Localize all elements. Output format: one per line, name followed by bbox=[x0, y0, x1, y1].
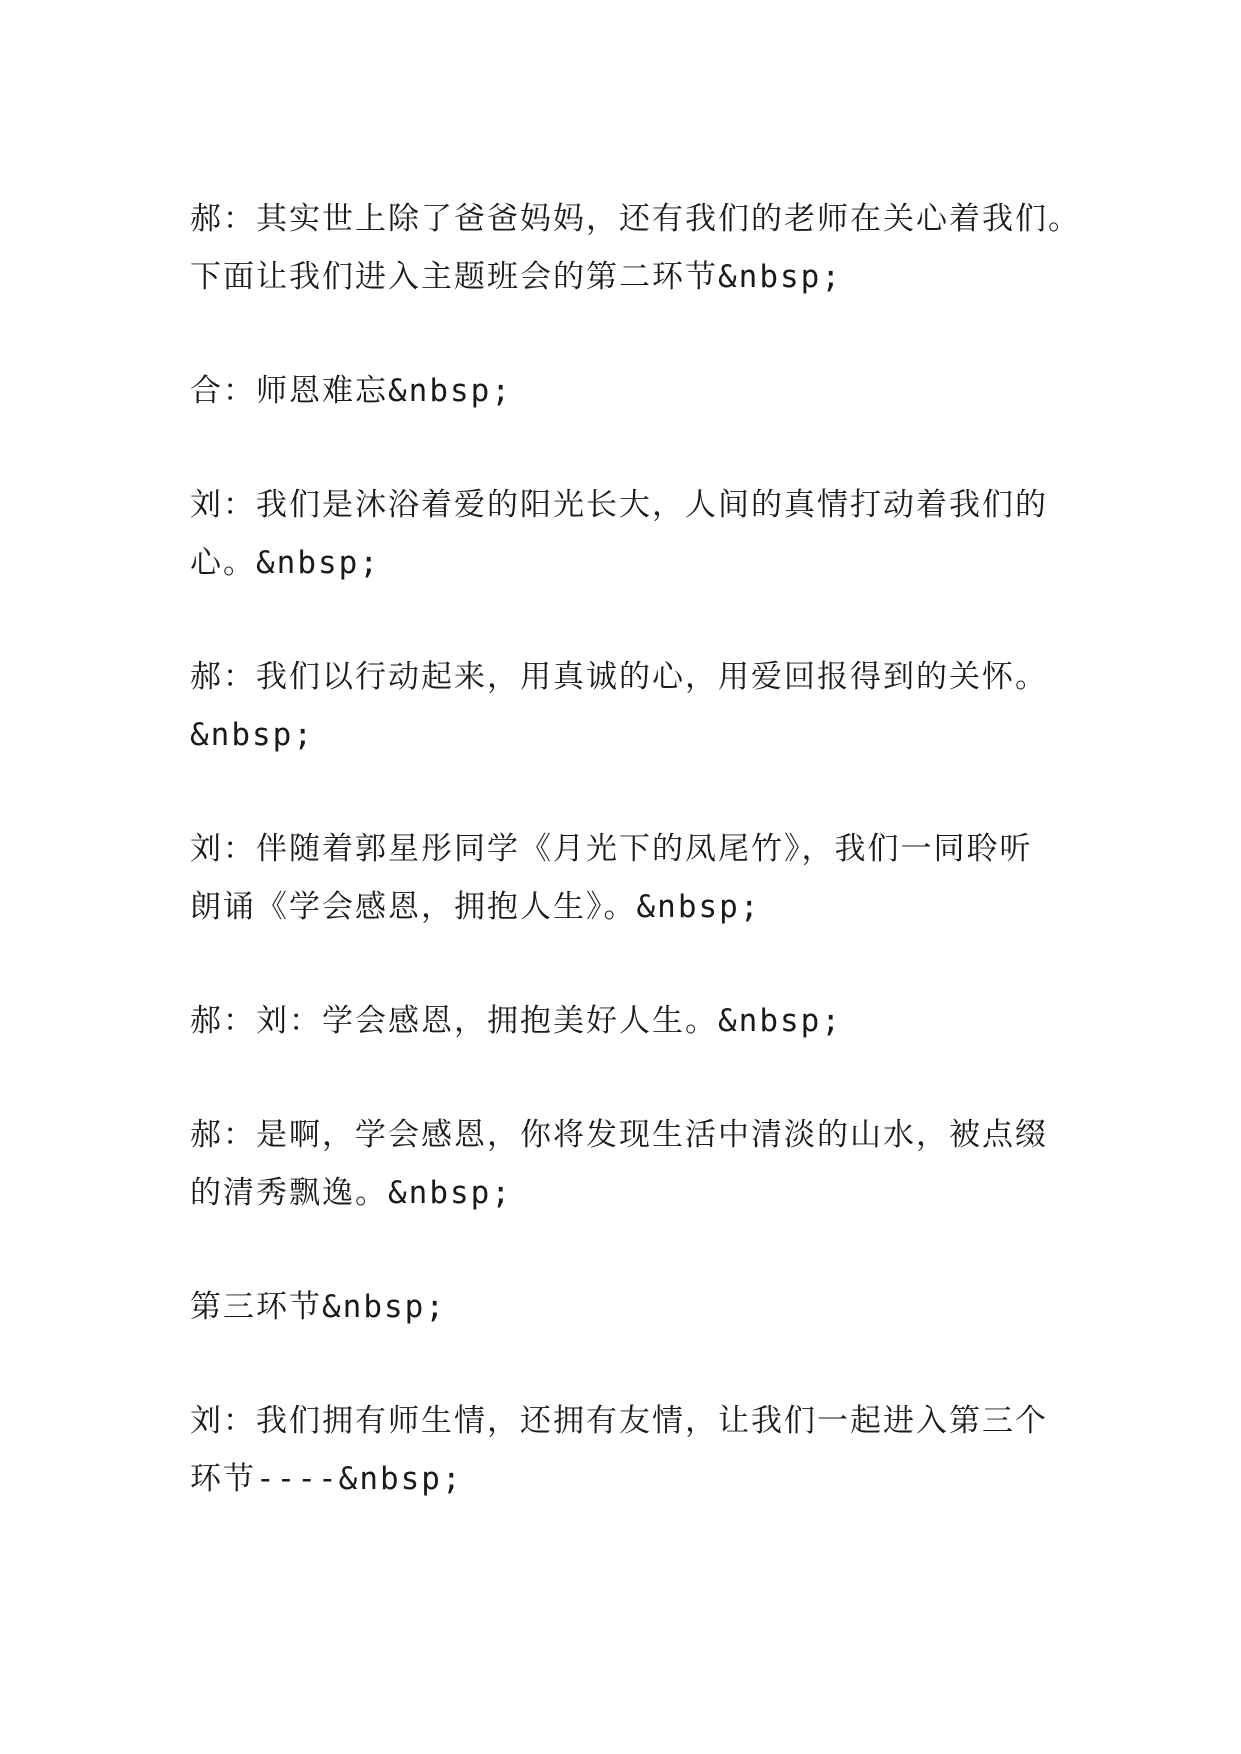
text-line: 环节----&nbsp; bbox=[190, 1461, 463, 1497]
paragraph bbox=[190, 648, 1070, 764]
text-line: 郝：其实世上除了爸爸妈妈，还有我们的老师在关心着我们。 bbox=[190, 201, 1081, 237]
text-line: 的清秀飘逸。&nbsp; bbox=[190, 1175, 512, 1211]
paragraph bbox=[190, 820, 1070, 936]
paragraph bbox=[190, 1278, 1070, 1336]
text-line: &nbsp; bbox=[190, 717, 314, 753]
text-line: 合：师恩难忘&nbsp; bbox=[190, 373, 512, 409]
text-line: 刘：伴随着郭星彤同学《月光下的凤尾竹》，我们一同聆听 bbox=[190, 831, 1033, 867]
text-line: 心。&nbsp; bbox=[190, 545, 380, 581]
text-line: 朗诵《学会感恩，拥抱人生》。&nbsp; bbox=[190, 889, 761, 925]
document-body bbox=[190, 190, 1081, 1564]
text-line: 第三环节&nbsp; bbox=[190, 1289, 446, 1325]
text-line: 刘：我们是沐浴着爱的阳光长大，人间的真情打动着我们的 bbox=[190, 487, 1048, 523]
paragraph bbox=[190, 476, 1070, 592]
paragraph bbox=[190, 1106, 1070, 1222]
paragraph bbox=[190, 992, 1070, 1050]
text-line: 刘：我们拥有师生情，还拥有友情，让我们一起进入第三个 bbox=[190, 1403, 1048, 1439]
text-line: 郝：我们以行动起来，用真诚的心，用爱回报得到的关怀。 bbox=[190, 659, 1048, 695]
paragraph bbox=[190, 362, 1070, 420]
text-line: 下面让我们进入主题班会的第二环节&nbsp; bbox=[190, 259, 842, 295]
text-line: 郝：刘：学会感恩，拥抱美好人生。&nbsp; bbox=[190, 1003, 842, 1039]
paragraph bbox=[190, 1392, 1070, 1508]
paragraph bbox=[190, 190, 1081, 306]
text-line: 郝：是啊，学会感恩，你将发现生活中清淡的山水，被点缀 bbox=[190, 1117, 1048, 1153]
